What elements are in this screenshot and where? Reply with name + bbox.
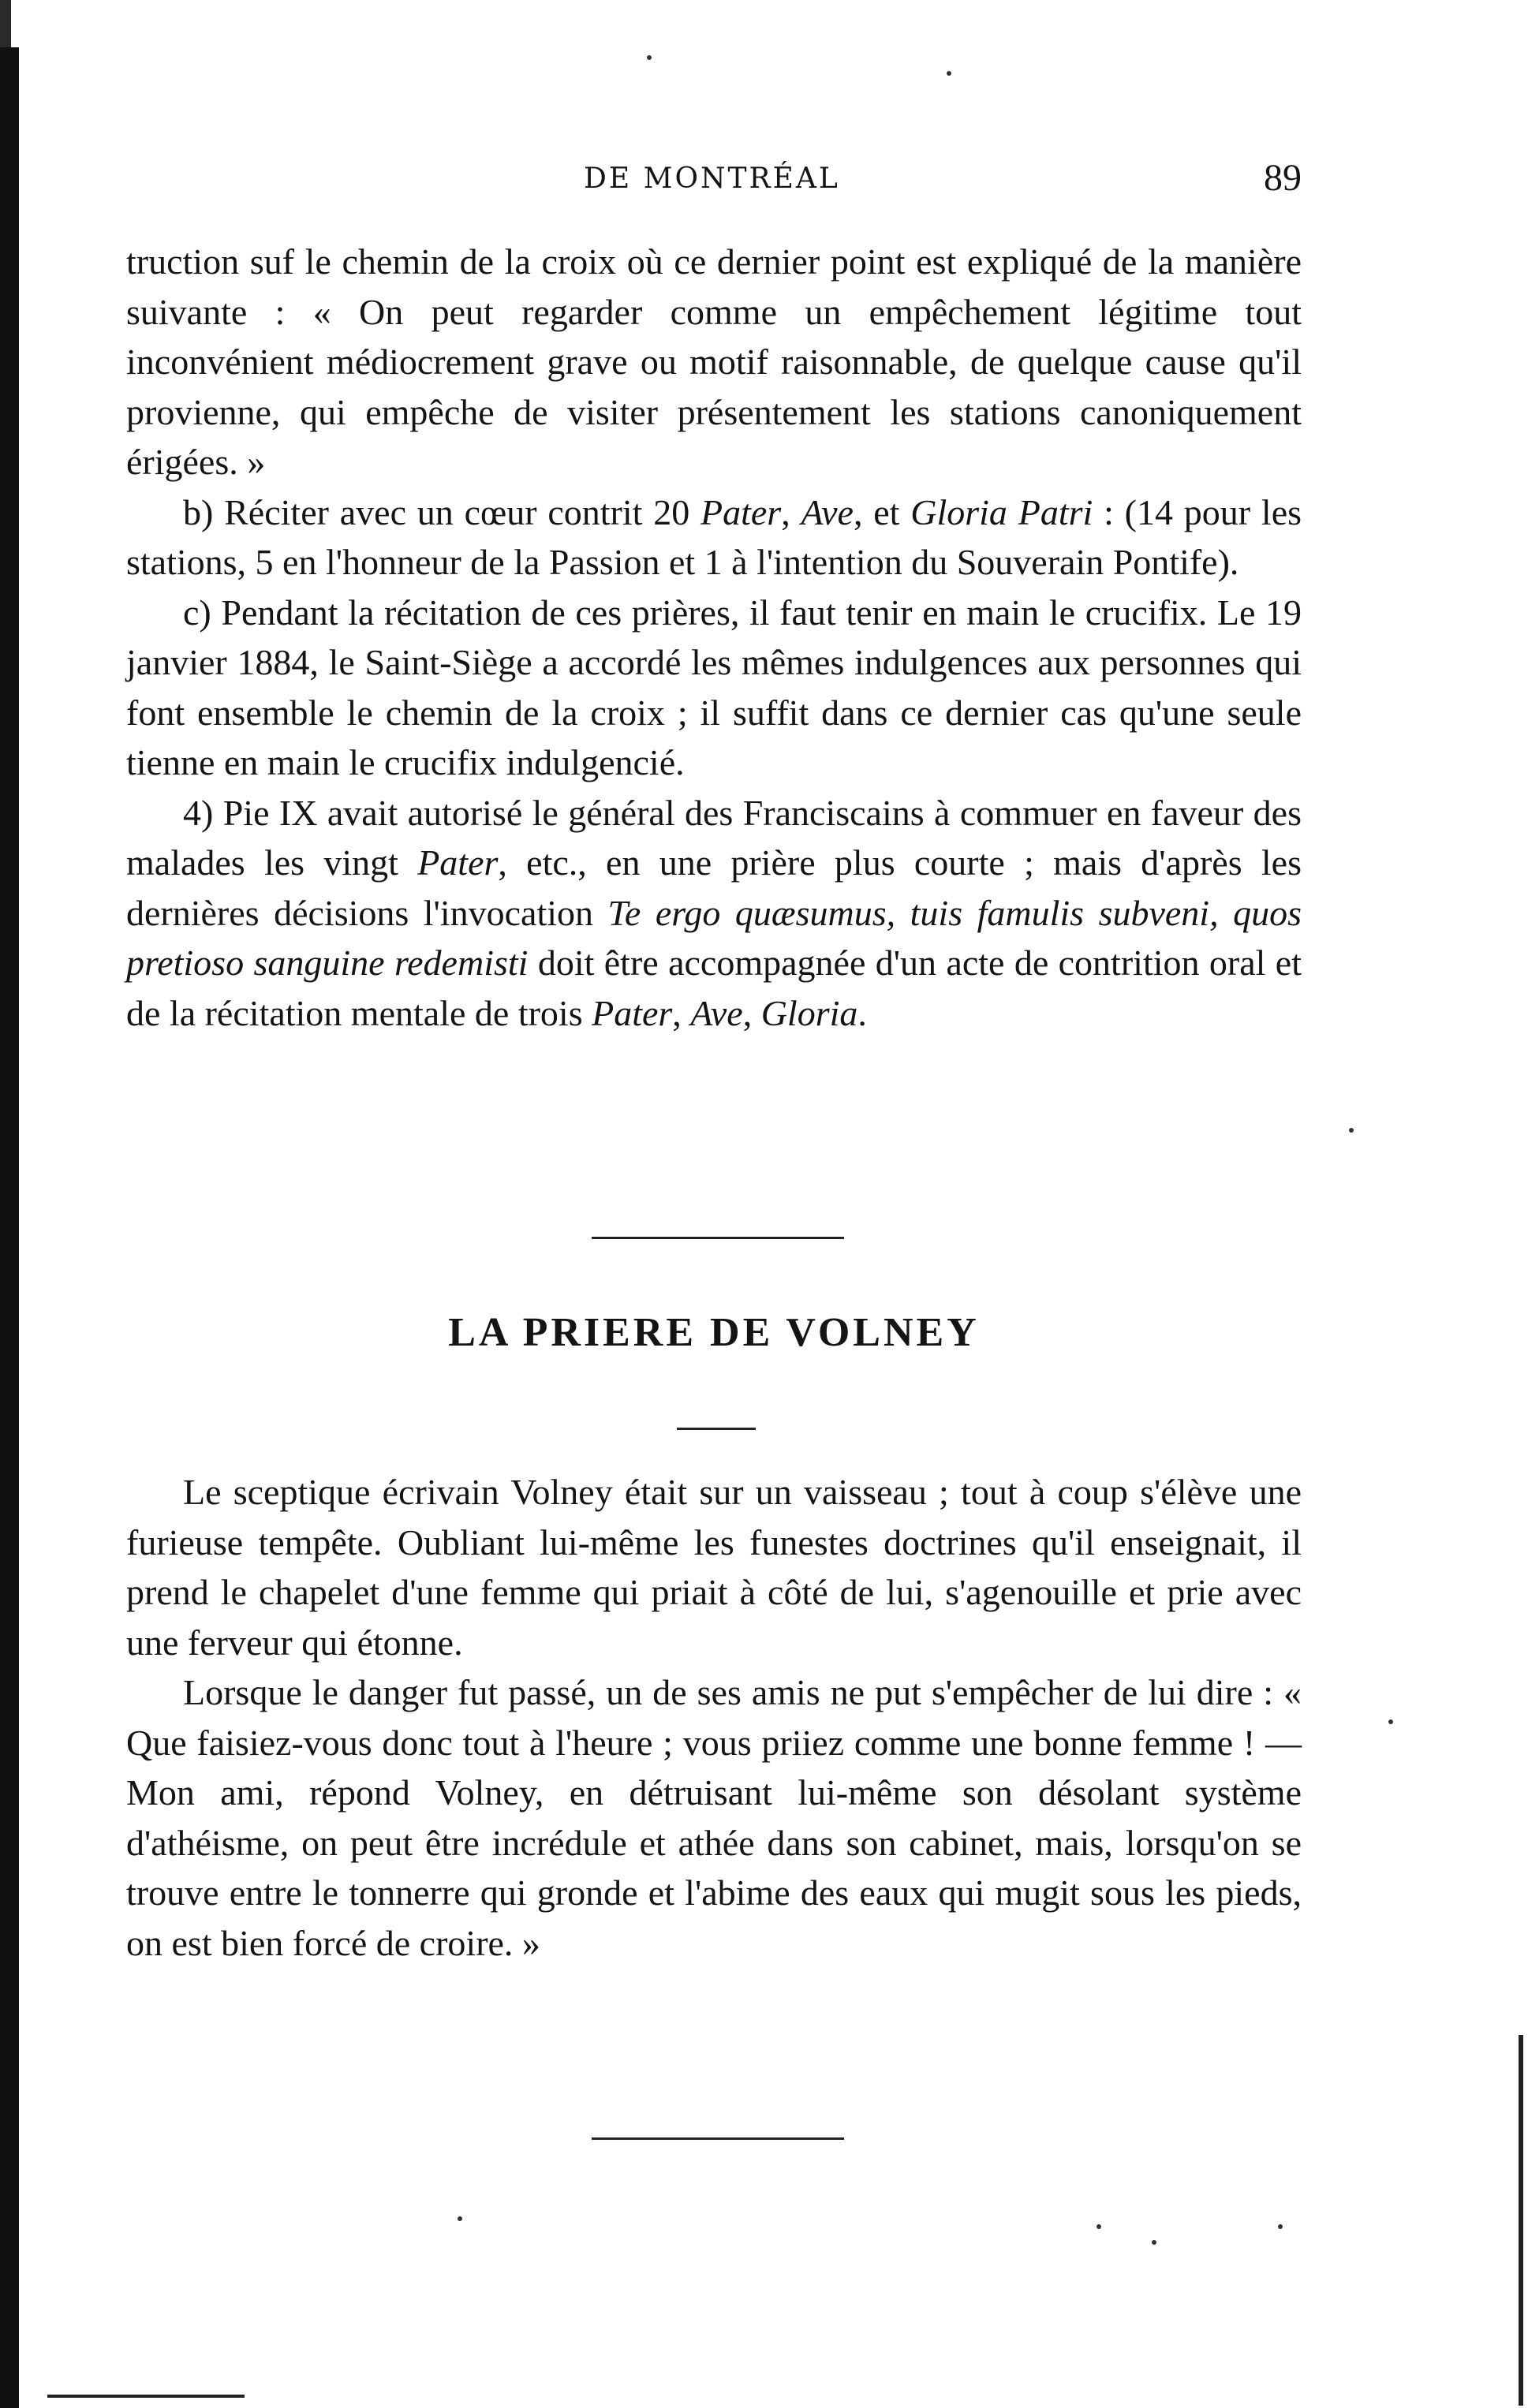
- scan-edge-right: [1519, 2035, 1523, 2406]
- scan-speck: [647, 55, 652, 60]
- scan-edge-left: [0, 47, 19, 2408]
- scan-speck: [947, 71, 951, 76]
- scan-speck: [1096, 2224, 1101, 2229]
- scan-speck: [1152, 2240, 1156, 2245]
- page-header: [126, 156, 1302, 203]
- running-head: DE MONTRÉAL: [584, 162, 840, 195]
- scan-speck: [1278, 2224, 1283, 2229]
- title-underline: [677, 1428, 756, 1430]
- paragraph: c) Pendant la récitation de ces prières, il faut tenir en main le crucifix. Le 19 janvier 1884, le Saint-Siège a accordé les mêmes indulgences aux personnes qui font ensemble le chemin de la croix ; il suffit dans ce dernier cas qu'une seule tienne en main le crucifix indulgencié.: [126, 592, 1302, 782]
- section-title: LA PRIERE DE VOLNEY: [448, 1310, 980, 1355]
- paragraph: Lorsque le danger fut passé, un de ses amis ne put s'empêcher de lui dire : « Que faisiez-vous donc tout à l'heure ; vous priiez comme une bonne femme ! — Mon ami, répond Volney, en détruisant lui-même son désolant système d'athéisme, on peut être incrédule et athée dans son cabinet, mais, lorsqu'on se trouve entre le tonnerre qui gronde et l'abime des eaux qui mugit sous les pieds, on est bien forcé de croire. »: [126, 1672, 1302, 1963]
- paragraph: b) Réciter avec un cœur contrit 20 Pater, Ave, et Gloria Patri : (14 pour les stations, 5 en l'honneur de la Passion et 1 à l'intention du Souverain Pontife).: [126, 491, 1302, 582]
- paragraph: truction suf le chemin de la croix où ce dernier point est expliqué de la manière suivante : « On peut regarder comme un empêchement légitime tout inconvénient médiocrement grave ou motif raisonnable, de quelque cause qu'il provienne, qui empêche de visiter présentement les stations canoniquement érigées. »: [126, 241, 1302, 482]
- paragraph: 4) Pie IX avait autorisé le général des Franciscains à commuer en faveur des malades les vingt Pater, etc., en une prière plus courte ; mais d'après les dernières décisions l'invocation Te ergo quæsumus, tuis famulis subveni, quos pretioso sanguine redemisti doit être accompagnée d'un acte de contrition oral et de la récitation mentale de trois Pater, Ave, Gloria.: [126, 792, 1302, 1033]
- section-divider-bottom: [592, 2137, 844, 2140]
- scan-edge-top: [0, 0, 11, 47]
- scan-speck: [1349, 1128, 1354, 1133]
- scan-speck: [458, 2216, 462, 2221]
- section-divider-top: [592, 1237, 844, 1239]
- paragraph: Le sceptique écrivain Volney était sur un vaisseau ; tout à coup s'élève une furieuse tempête. Oubliant lui-même les funestes doctrines qu'il enseignait, il prend le chapelet d'une femme qui priait à côté de lui, s'agenouille et prie avec une ferveur qui étonne.: [126, 1472, 1302, 1663]
- page-number: 89: [1264, 157, 1302, 199]
- body-text-top: [126, 237, 1302, 1038]
- scan-speck: [1388, 1719, 1393, 1724]
- body-text-bottom: [126, 1467, 1302, 1968]
- scan-bottom-line: [47, 2395, 245, 2398]
